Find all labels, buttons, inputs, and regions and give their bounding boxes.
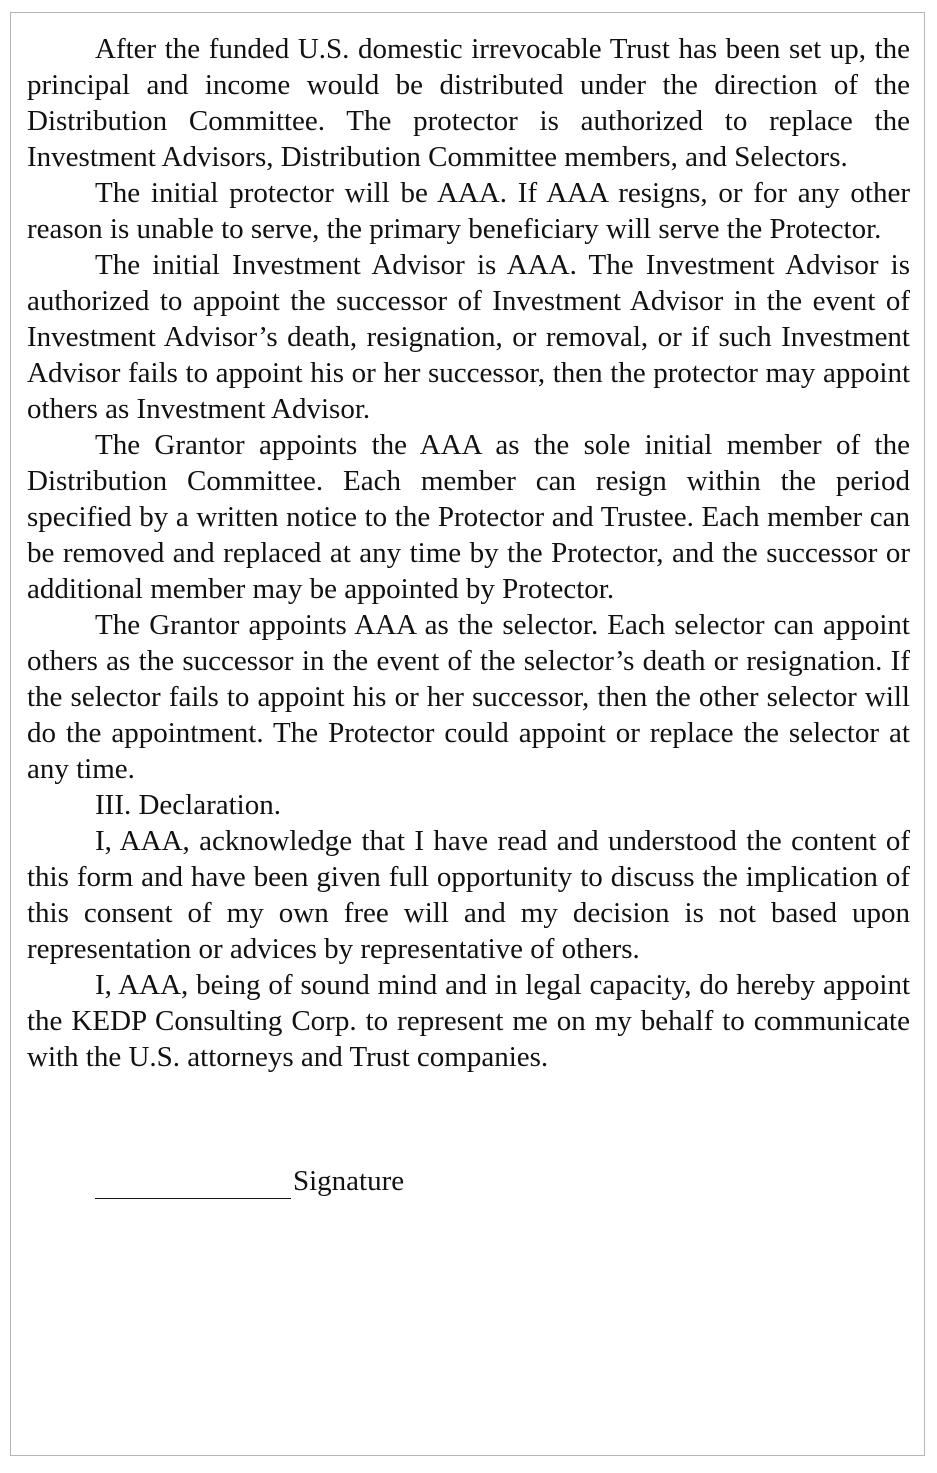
paragraph-acknowledgement: I, AAA, acknowledge that I have read and understood the content of this form and have been given full opportunity to discuss the implication of this consent of my own free will and my decision is not based upon representation or advices by representative of others.: [27, 825, 910, 965]
paragraph-investment-advisor: The initial Investment Advisor is AAA. The Investment Advisor is authorized to appoint the successor of Investment Advisor in the event of Investment Advisor’s death, resignation, or removal, or if such Investment Advisor fails to appoint his or her successor, then the protector may appoint others as Investment Advisor.: [27, 249, 910, 425]
paragraph-appointment: I, AAA, being of sound mind and in legal capacity, do hereby appoint the KEDP Consulting Corp. to represent me on my behalf to communicate with the U.S. attorneys and Trust companies.: [27, 969, 910, 1073]
paragraph-selector: The Grantor appoints AAA as the selector. Each selector can appoint others as the successor in the event of the selector’s death or resignation. If the selector fails to appoint his or her successor, then the other selector will do the appointment. The Protector could appoint or replace the selector at any time.: [27, 609, 910, 785]
signature-label: Signature: [293, 1165, 405, 1197]
document-body: [27, 31, 910, 1199]
paragraph-distribution-committee: The Grantor appoints the AAA as the sole initial member of the Distribution Committee. Each member can resign within the period specified by a written notice to the Protector and Trustee. Each member can be removed and replaced at any time by the Protector, and the successor or additional member may be appointed by Protector.: [27, 429, 910, 605]
signature-line: [95, 1170, 291, 1199]
signature-block: [27, 1163, 910, 1199]
paragraph-initial-protector: The initial protector will be AAA. If AAA resigns, or for any other reason is unable to serve, the primary beneficiary will serve the Protector.: [27, 177, 910, 245]
paragraph-trust-setup: After the funded U.S. domestic irrevocable Trust has been set up, the principal and income would be distributed under the direction of the Distribution Committee. The protector is authorized to replace the Investment Advisors, Distribution Committee members, and Selectors.: [27, 33, 910, 173]
section-heading-declaration: III. Declaration.: [95, 789, 281, 821]
document-page: [10, 12, 925, 1456]
